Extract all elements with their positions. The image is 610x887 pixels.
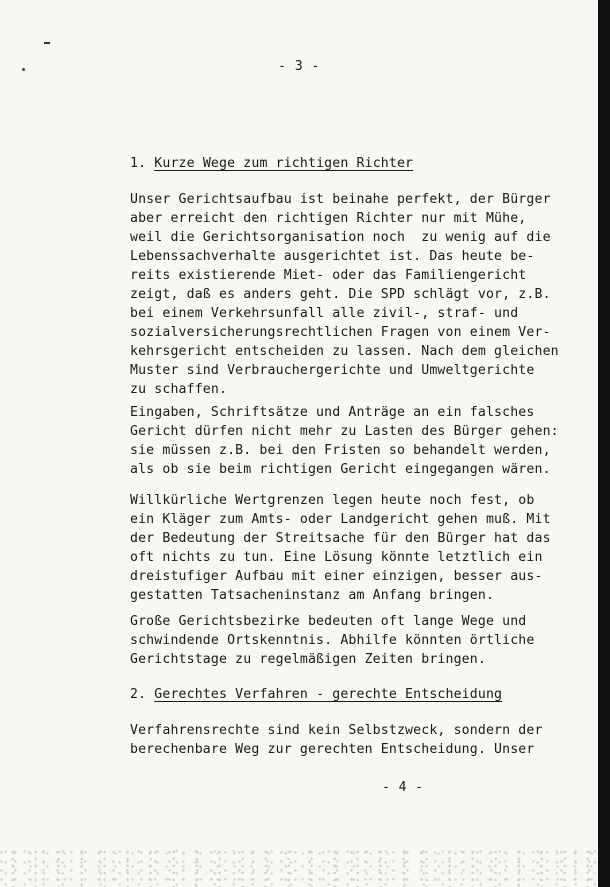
paragraph (130, 612, 534, 669)
text-line: Muster sind Verbrauchergerichte und Umweltgerichte (130, 363, 535, 378)
text-line: sie müssen z.B. bei den Fristen so behandelt werden, (130, 443, 551, 458)
text-line: reits existierende Miet- oder das Familiengericht (130, 268, 527, 283)
text-line: oft nichts zu tun. Eine Lösung könnte letztlich ein (130, 550, 543, 565)
text-line: zeigt, daß es anders geht. Die SPD schlägt vor, z.B. (130, 287, 551, 302)
page-number: - 3 - (278, 59, 320, 74)
scan-edge (598, 0, 610, 887)
scan-noise (0, 847, 598, 887)
text-line: weil die Gerichtsorganisation noch zu wenig auf die (130, 230, 551, 245)
text-line: Gerichtstage zu regelmäßigen Zeiten bringen. (130, 652, 486, 667)
text-line: Gericht dürfen nicht mehr zu Lasten des Bürger gehen: (130, 424, 559, 439)
text-line: berechenbare Weg zur gerechten Entscheidung. Unser (130, 742, 535, 757)
text-line: kehrsgericht entscheiden zu lassen. Nach dem gleichen (130, 344, 559, 359)
next-page-number: - 4 - (382, 780, 424, 795)
text-line: aber erreicht den richtigen Richter nur mit Mühe, (130, 211, 527, 226)
text-line: Große Gerichtsbezirke bedeuten oft lange Wege und (130, 614, 527, 629)
text-line: gestatten Tatsacheninstanz am Anfang bringen. (130, 588, 495, 603)
text-line: Lebenssachverhalte ausgerichtet ist. Das heute be- (130, 249, 535, 264)
text-line: dreistufiger Aufbau mit einer einzigen, besser aus- (130, 569, 543, 584)
text-line: Willkürliche Wertgrenzen legen heute noch fest, ob (130, 493, 535, 508)
text-line: der Bedeutung der Streitsache für den Bürger hat das (130, 531, 551, 546)
text-line: Verfahrensrechte sind kein Selbstzweck, sondern der (130, 723, 543, 738)
paragraph (130, 403, 559, 479)
section-number: 2. (130, 687, 155, 702)
section-number: 1. (130, 156, 155, 171)
text-line: als ob sie beim richtigen Gericht eingegangen wären. (130, 462, 551, 477)
paragraph (130, 190, 559, 399)
paragraph (130, 491, 551, 605)
text-line: sozialversicherungsrechtlichen Fragen von einem Ver- (130, 325, 551, 340)
text-line: bei einem Verkehrsunfall alle zivil-, straf- und (130, 306, 519, 321)
text-line: zu schaffen. (130, 382, 228, 397)
text-line: schwindende Ortskenntnis. Abhilfe könnten örtliche (130, 633, 535, 648)
section-title: Gerechtes Verfahren - gerechte Entscheidung (154, 687, 503, 702)
section-heading-1 (130, 154, 413, 173)
text-line: Unser Gerichtsaufbau ist beinahe perfekt, der Bürger (130, 192, 551, 207)
scan-mark (44, 42, 50, 44)
paragraph (130, 721, 543, 759)
section-heading-2 (130, 685, 502, 704)
text-line: Eingaben, Schriftsätze und Anträge an ein falsches (130, 405, 535, 420)
text-line: ein Kläger zum Amts- oder Landgericht gehen muß. Mit (130, 512, 551, 527)
section-title: Kurze Wege zum richtigen Richter (154, 156, 414, 171)
